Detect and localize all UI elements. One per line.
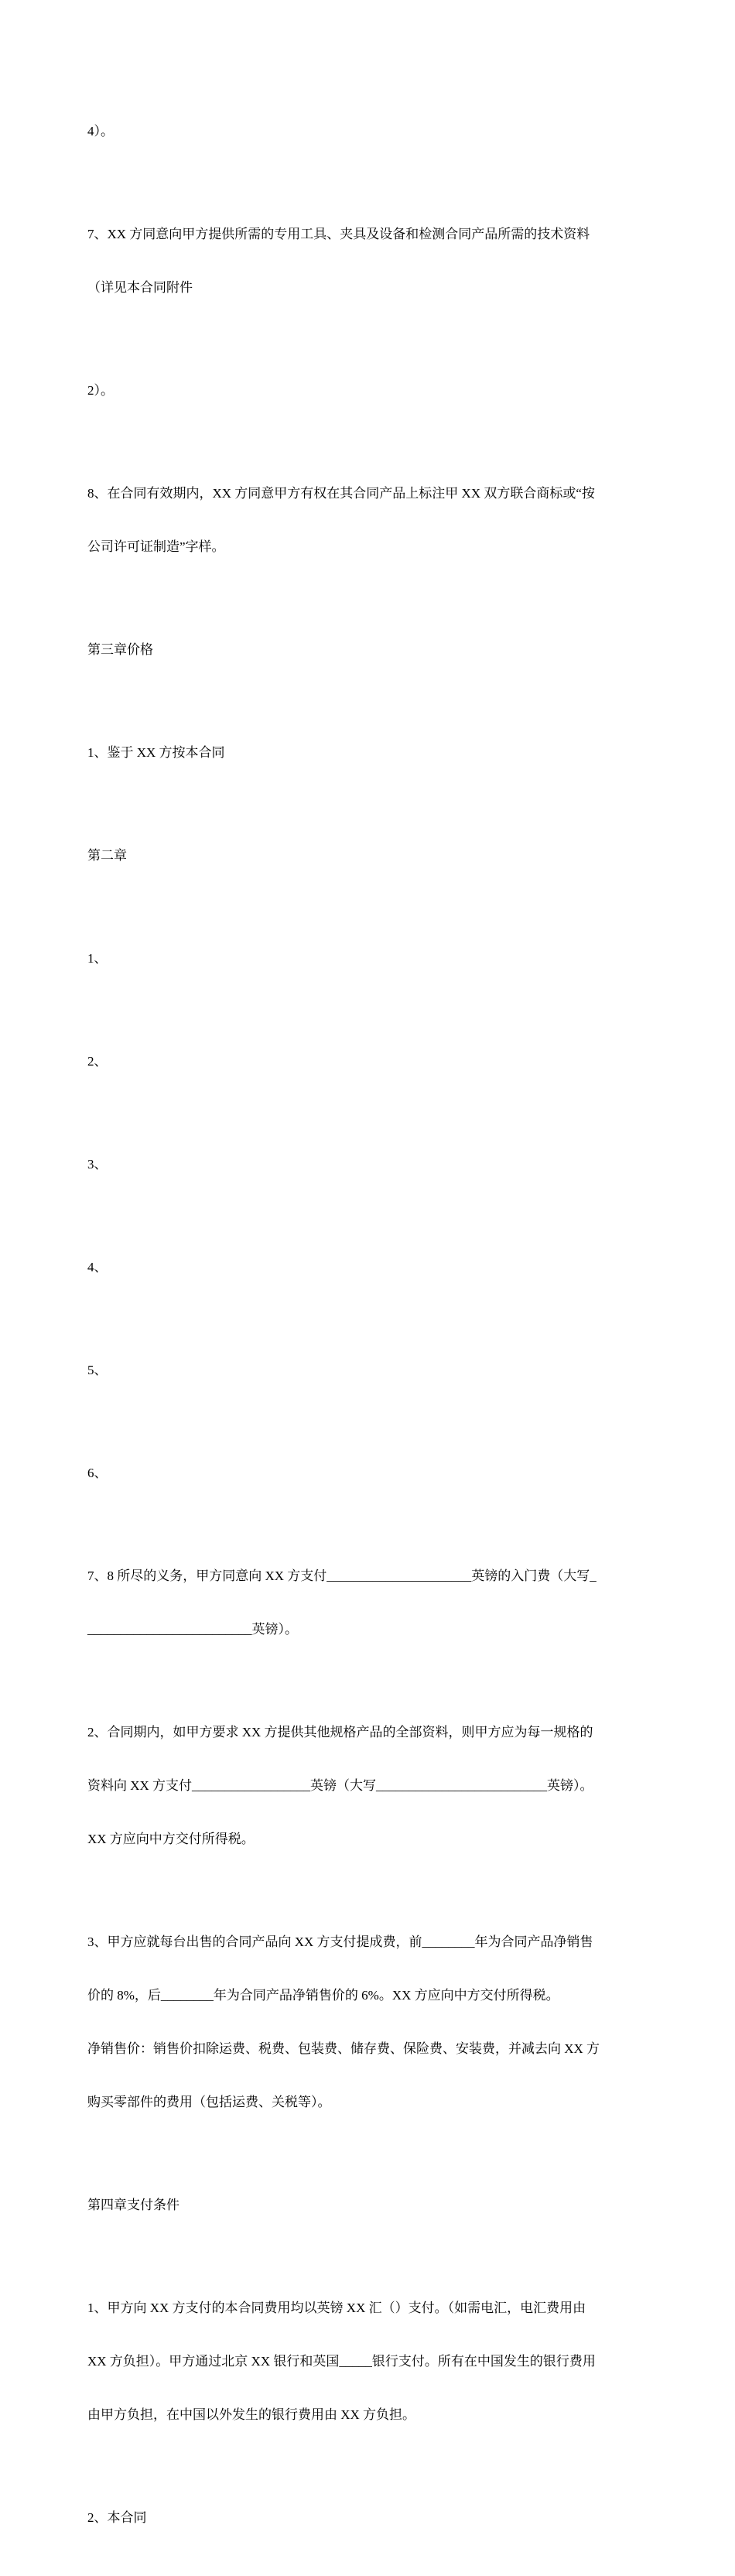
text-line: 净销售价：销售价扣除运费、税费、包装费、储存费、保险费、安装费，并减去向 XX 方 [87,2041,600,2056]
text-line: 1、 [87,951,108,966]
paragraph-19 [87,2473,652,2562]
list-item [87,1326,652,1415]
text-line: 购买零部件的费用（包括运费、关税等）。 [87,2095,331,2109]
text-line: 第四章支付条件 [87,2198,179,2212]
list-item [87,914,652,1003]
text-line: 7、8 所尽的义务，甲方同意向 XX 方支付______________________英镑的入门费（大写_ [87,1569,597,1583]
chapter-heading [87,811,652,900]
text-line: 5、 [87,1363,108,1377]
chapter-heading [87,2160,652,2249]
text-line: XX 方应向中方交付所得税。 [87,1832,255,1846]
text-line: 7、XX 方同意向甲方提供所需的专用工具、夹具及设备和检测合同产品所需的技术资料 [87,227,590,241]
list-item [87,1120,652,1209]
list-item [87,1223,652,1312]
text-line: 2）。 [87,383,114,398]
paragraph-15 [87,1688,652,1883]
text-line: 第二章 [87,848,127,863]
text-line: 4）。 [87,124,114,139]
text-line: 价的 8%，后________年为合同产品净销售价的 6%。XX 方应向中方交付所得税。 [87,1988,559,2003]
paragraph-6 [87,708,652,797]
paragraph-3 [87,346,652,435]
text-line: 1、甲方向 XX 方支付的本合同费用均以英镑 XX 汇（）支付。（如需电汇，电汇费用由 [87,2301,586,2315]
list-item [87,1017,652,1106]
text-line: 资料向 XX 方支付__________________英镑（大写__________________________英镑）。 [87,1778,593,1793]
text-line: 3、甲方应就每台出售的合同产品向 XX 方支付提成费，前________年为合同产品净销售 [87,1935,593,1949]
chapter-heading [87,605,652,694]
paragraph-18 [87,2263,652,2459]
text-line: 2、合同期内，如甲方要求 XX 方提供其他规格产品的全部资料，则甲方应为每一规格的 [87,1725,593,1740]
paragraph-14 [87,1531,652,1674]
text-line: 4、 [87,1260,108,1274]
text-line: 8、在合同有效期内，XX 方同意甲方有权在其合同产品上标注甲 XX 双方联合商标或“按 [87,486,595,501]
text-line: 1、鉴于 XX 方按本合同 [87,745,225,760]
text-line: 6、 [87,1466,108,1480]
paragraph-2 [87,190,652,332]
text-line: 第三章价格 [87,642,153,657]
text-line: （详见本合同附件 [87,280,193,295]
text-line: XX 方负担）。甲方通过北京 XX 银行和英国_____银行支付。所有在中国发生的银行费用 [87,2354,596,2369]
paragraph-16 [87,1897,652,2147]
paragraph-1 [87,87,652,176]
text-line: 3、 [87,1157,108,1172]
text-line: 2、 [87,1054,108,1069]
text-line: 公司许可证制造”字样。 [87,539,225,554]
text-line: 2、本合同 [87,2510,147,2525]
text-line: _________________________英镑）。 [87,1622,298,1637]
paragraph-4 [87,449,652,591]
list-item [87,1428,652,1517]
document-page [87,87,652,2576]
text-line: 由甲方负担，在中国以外发生的银行费用由 XX 方负担。 [87,2407,416,2422]
